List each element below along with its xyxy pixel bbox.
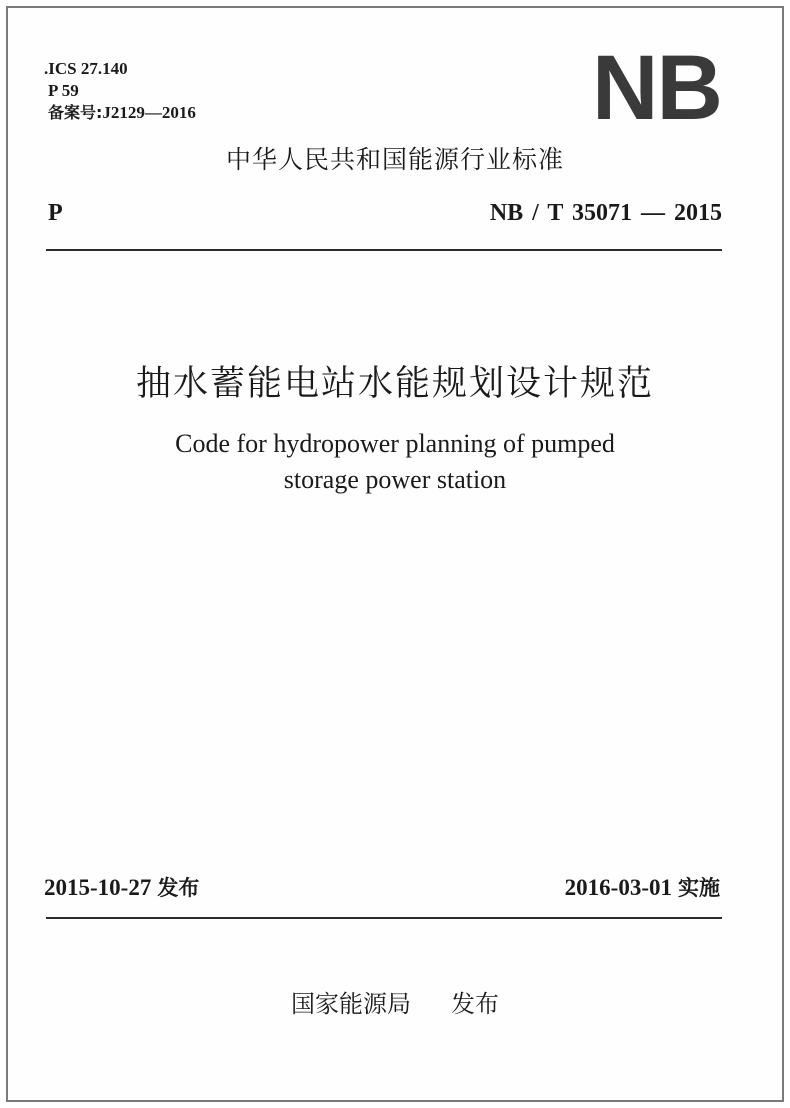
title-english-line-2: storage power station bbox=[283, 465, 507, 494]
category-code: P bbox=[48, 200, 63, 226]
title-chinese: 抽水蓄能电站水能规划设计规范 bbox=[135, 364, 654, 404]
title-english bbox=[0, 426, 790, 498]
standard-number: NB / T 35071 — 2015 bbox=[489, 200, 722, 226]
category-code-small: P 59 bbox=[48, 81, 79, 100]
record-number-label: 备案号: bbox=[48, 103, 103, 122]
record-number-line bbox=[48, 102, 196, 124]
issuer-heading: 中华人民共和国能源行业标准 bbox=[225, 145, 564, 174]
top-divider bbox=[46, 249, 722, 251]
effective-date bbox=[565, 873, 720, 903]
effective-date-label: 实施 bbox=[678, 876, 720, 900]
bottom-divider bbox=[46, 917, 722, 919]
publisher-action: 发布 bbox=[451, 990, 499, 1018]
release-date bbox=[44, 873, 199, 903]
ics-code: .ICS 27.140 bbox=[44, 59, 128, 78]
release-date-label: 发布 bbox=[157, 876, 200, 900]
title-english-line-1: Code for hydropower planning of pumped bbox=[175, 429, 615, 458]
publisher-name: 国家能源局 bbox=[291, 990, 411, 1018]
nb-logo: NB bbox=[592, 37, 721, 139]
publisher bbox=[0, 988, 790, 1020]
effective-date-value: 2016-03-01 bbox=[564, 875, 672, 900]
record-number-value: J2129—2016 bbox=[102, 103, 196, 122]
release-date-value: 2015-10-27 bbox=[44, 875, 152, 900]
